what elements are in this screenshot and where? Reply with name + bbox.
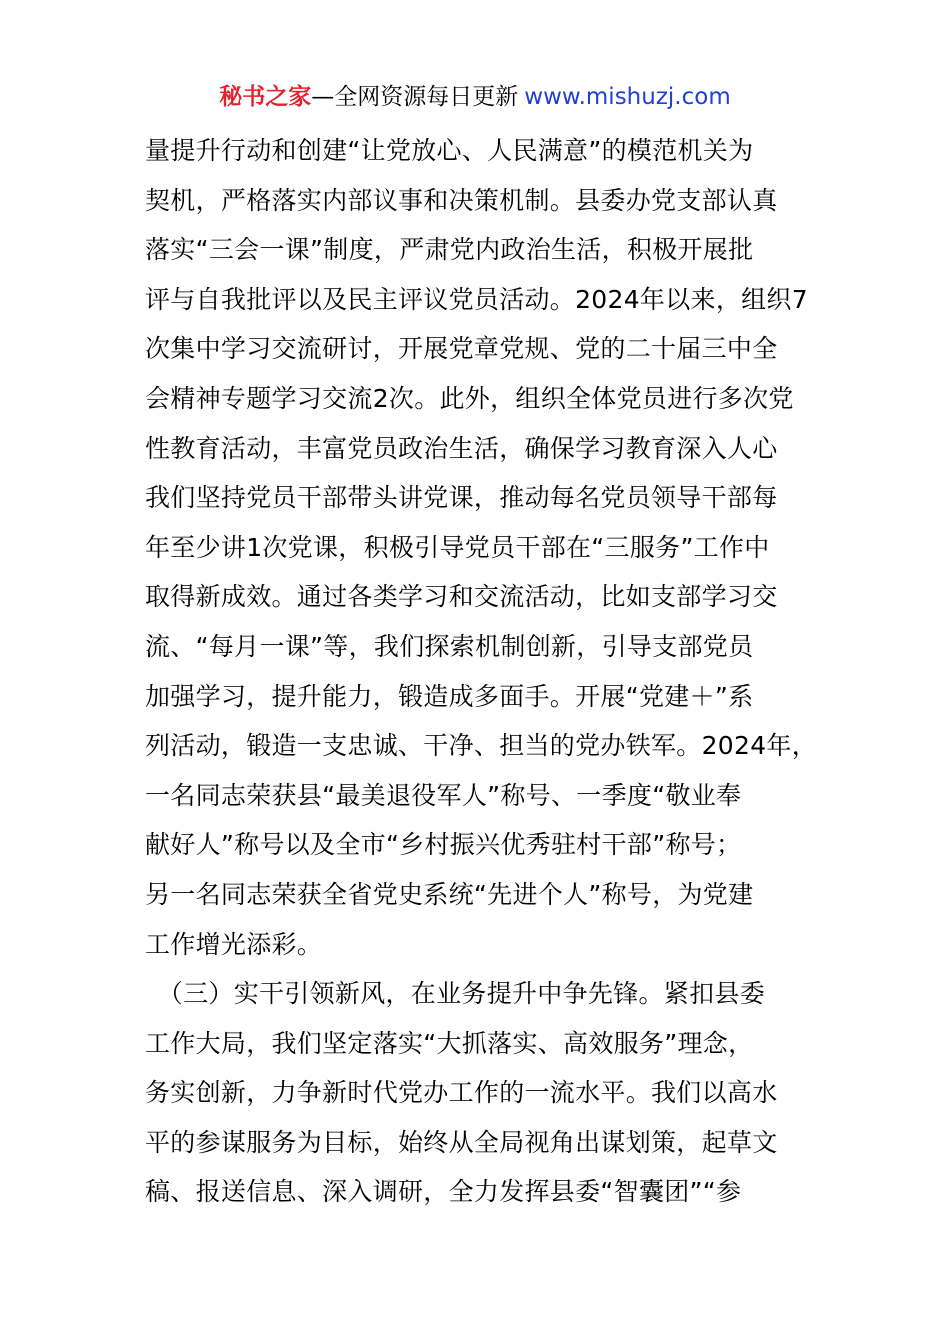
text-line: 契机，严格落实内部议事和决策机制。县委办党支部认真 [145,185,778,215]
text-line: 性教育活动，丰富党员政治生活，确保学习教育深入人心 [145,433,778,463]
text-line: 工作大局，我们坚定落实“大抓落实、高效服务”理念， [145,1028,754,1058]
site-url-link[interactable]: www.mishuzj.com [524,84,731,110]
text-line: 我们坚持党员干部带头讲党课，推动每名党员领导干部每 [145,483,778,513]
site-tagline: —全网资源每日更新 [311,84,519,110]
text-line: 落实“三会一课”制度，严肃党内政治生活，积极开展批 [145,235,754,265]
document-body [145,126,825,1217]
text-line: 稿、报送信息、深入调研，全力发挥县委“智囊团”“参 [145,1177,742,1207]
text-line: 次集中学习交流研讨，开展党章党规、党的二十届三中全 [145,334,778,364]
text-line: 加强学习，提升能力，锻造成多面手。开展“党建＋”系 [145,681,754,711]
text-line: 评与自我批评以及民主评议党员活动。2024年以来，组织7 [145,284,808,314]
site-brand: 秘书之家 [219,84,312,110]
text-line: 务实创新，力争新时代党办工作的一流水平。我们以高水 [145,1078,778,1108]
text-line: 列活动，锻造一支忠诚、干净、担当的党办铁军。2024年， [145,731,818,761]
text-line: 平的参谋服务为目标，始终从全局视角出谋划策，起草文 [145,1127,778,1157]
text-line: 取得新成效。通过各类学习和交流活动，比如支部学习交 [145,582,778,612]
text-line: 另一名同志荣获全省党史系统“先进个人”称号，为党建 [145,879,754,909]
text-line: 工作增光添彩。 [145,929,323,959]
text-line: 量提升行动和创建“让党放心、人民满意”的模范机关为 [145,136,754,165]
text-line: 献好人”称号以及全市“乡村振兴优秀驻村干部”称号； [145,830,742,860]
text-line: 一名同志荣获县“最美退役军人”称号、一季度“敬业奉 [145,780,742,810]
text-line: 流、“每月一课”等，我们探索机制创新，引导支部党员 [145,631,754,661]
text-line: 会精神专题学习交流2次。此外，组织全体党员进行多次党 [145,383,794,413]
section-heading-line: （三）实干引领新风，在业务提升中争先锋。紧扣县委 [145,979,766,1009]
text-line: 年至少讲1次党课，积极引导党员干部在“三服务”工作中 [145,532,770,562]
site-header [0,82,950,112]
